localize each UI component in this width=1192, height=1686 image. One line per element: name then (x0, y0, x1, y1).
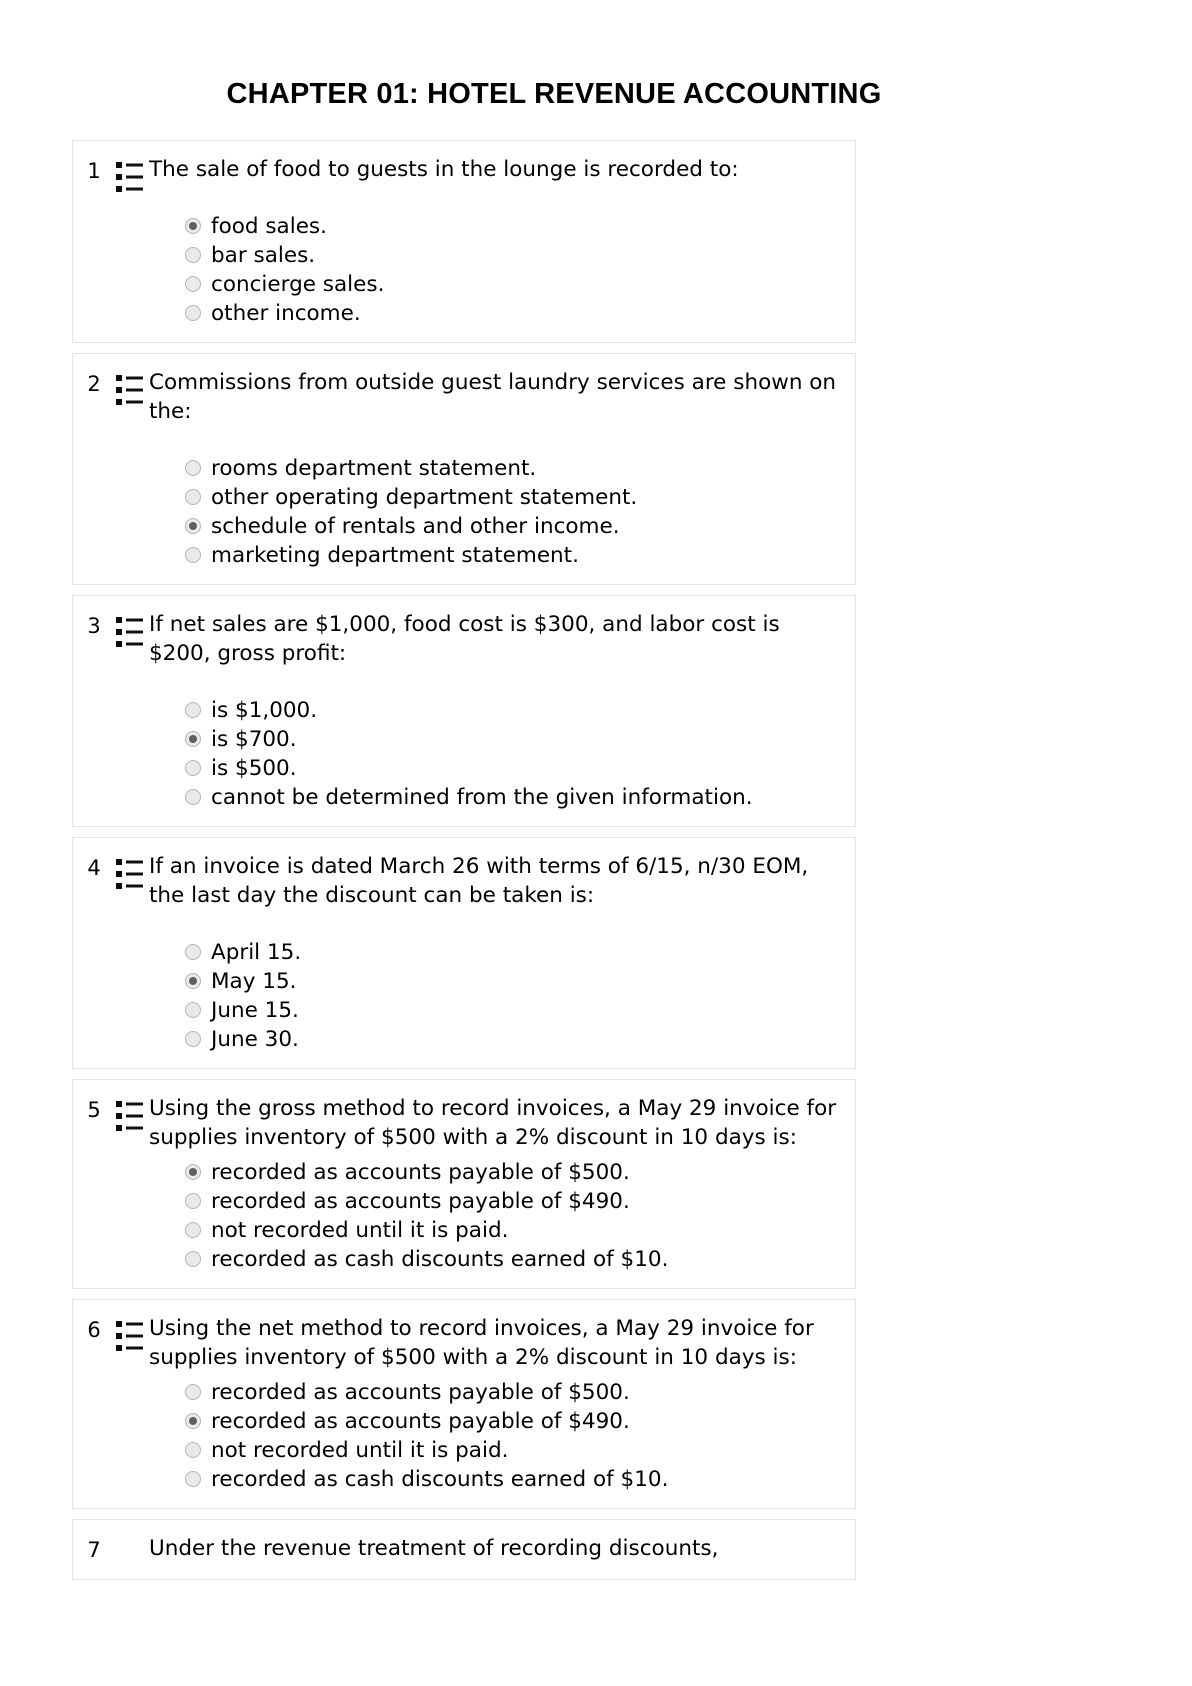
question-text: Under the revenue treatment of recording discounts, (149, 1536, 719, 1561)
radio-button-selected[interactable] (185, 518, 201, 534)
answer-label: food sales. (211, 214, 327, 239)
radio-button[interactable] (185, 247, 201, 263)
question-block (72, 353, 856, 585)
bulleted-list-icon (115, 368, 149, 408)
page-title: CHAPTER 01: HOTEL REVENUE ACCOUNTING (226, 78, 882, 110)
answer-option[interactable] (149, 938, 845, 967)
answer-label: other operating department statement. (211, 485, 638, 510)
answer-label: marketing department statement. (211, 543, 579, 568)
question-body (149, 1094, 845, 1274)
answer-option[interactable] (149, 1436, 845, 1465)
answer-option[interactable] (149, 512, 845, 541)
question-body (115, 1534, 845, 1563)
question-text: Using the net method to record invoices, a May 29 invoice for supplies inventory of $500 with a 2% discount in 10 days is: (149, 1316, 814, 1370)
answer-options (149, 212, 845, 328)
radio-button-selected[interactable] (185, 218, 201, 234)
question-number: 4 (87, 856, 101, 880)
answer-label: concierge sales. (211, 272, 385, 297)
question-block (72, 1519, 856, 1580)
answer-label: June 15. (211, 998, 299, 1023)
radio-button[interactable] (185, 760, 201, 776)
answer-option[interactable] (149, 483, 845, 512)
question-number: 3 (87, 614, 101, 638)
radio-button[interactable] (185, 944, 201, 960)
answer-label: other income. (211, 301, 361, 326)
answer-option[interactable] (149, 1378, 845, 1407)
bulleted-list-icon (115, 852, 149, 892)
answer-label: schedule of rentals and other income. (211, 514, 620, 539)
answer-options (149, 454, 845, 570)
answer-options (149, 1158, 845, 1274)
answer-label: is $500. (211, 756, 297, 781)
radio-button[interactable] (185, 305, 201, 321)
question-body (149, 368, 845, 570)
answer-label: recorded as accounts payable of $490. (211, 1189, 630, 1214)
radio-button[interactable] (185, 1222, 201, 1238)
bulleted-list-icon (115, 155, 149, 195)
answer-options (149, 1378, 845, 1494)
radio-button-selected[interactable] (185, 1164, 201, 1180)
answer-option[interactable] (149, 696, 845, 725)
radio-button-selected[interactable] (185, 731, 201, 747)
answer-label: not recorded until it is paid. (211, 1218, 509, 1243)
answer-label: April 15. (211, 940, 302, 965)
question-text: Using the gross method to record invoices, a May 29 invoice for supplies inventory of $500 with a 2% discount in 10 days is: (149, 1096, 837, 1150)
bulleted-list-icon (115, 1094, 149, 1134)
radio-button[interactable] (185, 1193, 201, 1209)
answer-option[interactable] (149, 541, 845, 570)
answer-label: is $1,000. (211, 698, 318, 723)
question-body (149, 610, 845, 812)
answer-option[interactable] (149, 270, 845, 299)
answer-option[interactable] (149, 454, 845, 483)
answer-label: not recorded until it is paid. (211, 1438, 509, 1463)
answer-options (149, 938, 845, 1054)
answer-option[interactable] (149, 783, 845, 812)
answer-option[interactable] (149, 1245, 845, 1274)
question-block (72, 595, 856, 827)
radio-button[interactable] (185, 1442, 201, 1458)
bulleted-list-icon (115, 1314, 149, 1354)
radio-button[interactable] (185, 489, 201, 505)
question-block (72, 1079, 856, 1289)
radio-button[interactable] (185, 702, 201, 718)
answer-option[interactable] (149, 996, 845, 1025)
answer-label: June 30. (211, 1027, 299, 1052)
question-number: 7 (87, 1538, 101, 1562)
radio-button[interactable] (185, 1031, 201, 1047)
question-number: 2 (87, 372, 101, 396)
question-body (149, 155, 845, 328)
answer-option[interactable] (149, 1158, 845, 1187)
answer-option[interactable] (149, 1216, 845, 1245)
radio-button[interactable] (185, 276, 201, 292)
answer-label: recorded as cash discounts earned of $10. (211, 1247, 669, 1272)
answer-option[interactable] (149, 1025, 845, 1054)
question-body (149, 1314, 845, 1494)
answer-label: bar sales. (211, 243, 316, 268)
radio-button[interactable] (185, 1002, 201, 1018)
radio-button[interactable] (185, 1251, 201, 1267)
radio-button-selected[interactable] (185, 1413, 201, 1429)
bulleted-list-icon (115, 610, 149, 650)
answer-options (149, 696, 845, 812)
answer-label: cannot be determined from the given information. (211, 785, 753, 810)
answer-label: recorded as cash discounts earned of $10. (211, 1467, 669, 1492)
radio-button[interactable] (185, 547, 201, 563)
question-text: If an invoice is dated March 26 with terms of 6/15, n/30 EOM, the last day the discount can be taken is: (149, 854, 809, 908)
answer-label: rooms department statement. (211, 456, 537, 481)
radio-button[interactable] (185, 789, 201, 805)
question-body (149, 852, 845, 1054)
question-number: 6 (87, 1318, 101, 1342)
answer-option[interactable] (149, 1187, 845, 1216)
answer-option[interactable] (149, 299, 845, 328)
answer-label: recorded as accounts payable of $500. (211, 1380, 630, 1405)
question-block (72, 1299, 856, 1509)
question-block (72, 837, 856, 1069)
answer-option[interactable] (149, 967, 845, 996)
answer-option[interactable] (149, 754, 845, 783)
answer-label: recorded as accounts payable of $490. (211, 1409, 630, 1434)
answer-label: recorded as accounts payable of $500. (211, 1160, 630, 1185)
radio-button-selected[interactable] (185, 973, 201, 989)
answer-label: May 15. (211, 969, 297, 994)
answer-option[interactable] (149, 241, 845, 270)
question-list (72, 140, 856, 1590)
question-text: If net sales are $1,000, food cost is $300, and labor cost is $200, gross profit: (149, 612, 780, 666)
radio-button[interactable] (185, 1384, 201, 1400)
radio-button[interactable] (185, 1471, 201, 1487)
question-text: The sale of food to guests in the lounge is recorded to: (149, 157, 739, 182)
question-text: Commissions from outside guest laundry services are shown on the: (149, 370, 837, 424)
answer-option[interactable] (149, 1465, 845, 1494)
answer-option[interactable] (149, 212, 845, 241)
question-number: 5 (87, 1098, 101, 1122)
answer-option[interactable] (149, 1407, 845, 1436)
question-number: 1 (87, 159, 101, 183)
answer-label: is $700. (211, 727, 297, 752)
question-block (72, 140, 856, 343)
answer-option[interactable] (149, 725, 845, 754)
radio-button[interactable] (185, 460, 201, 476)
